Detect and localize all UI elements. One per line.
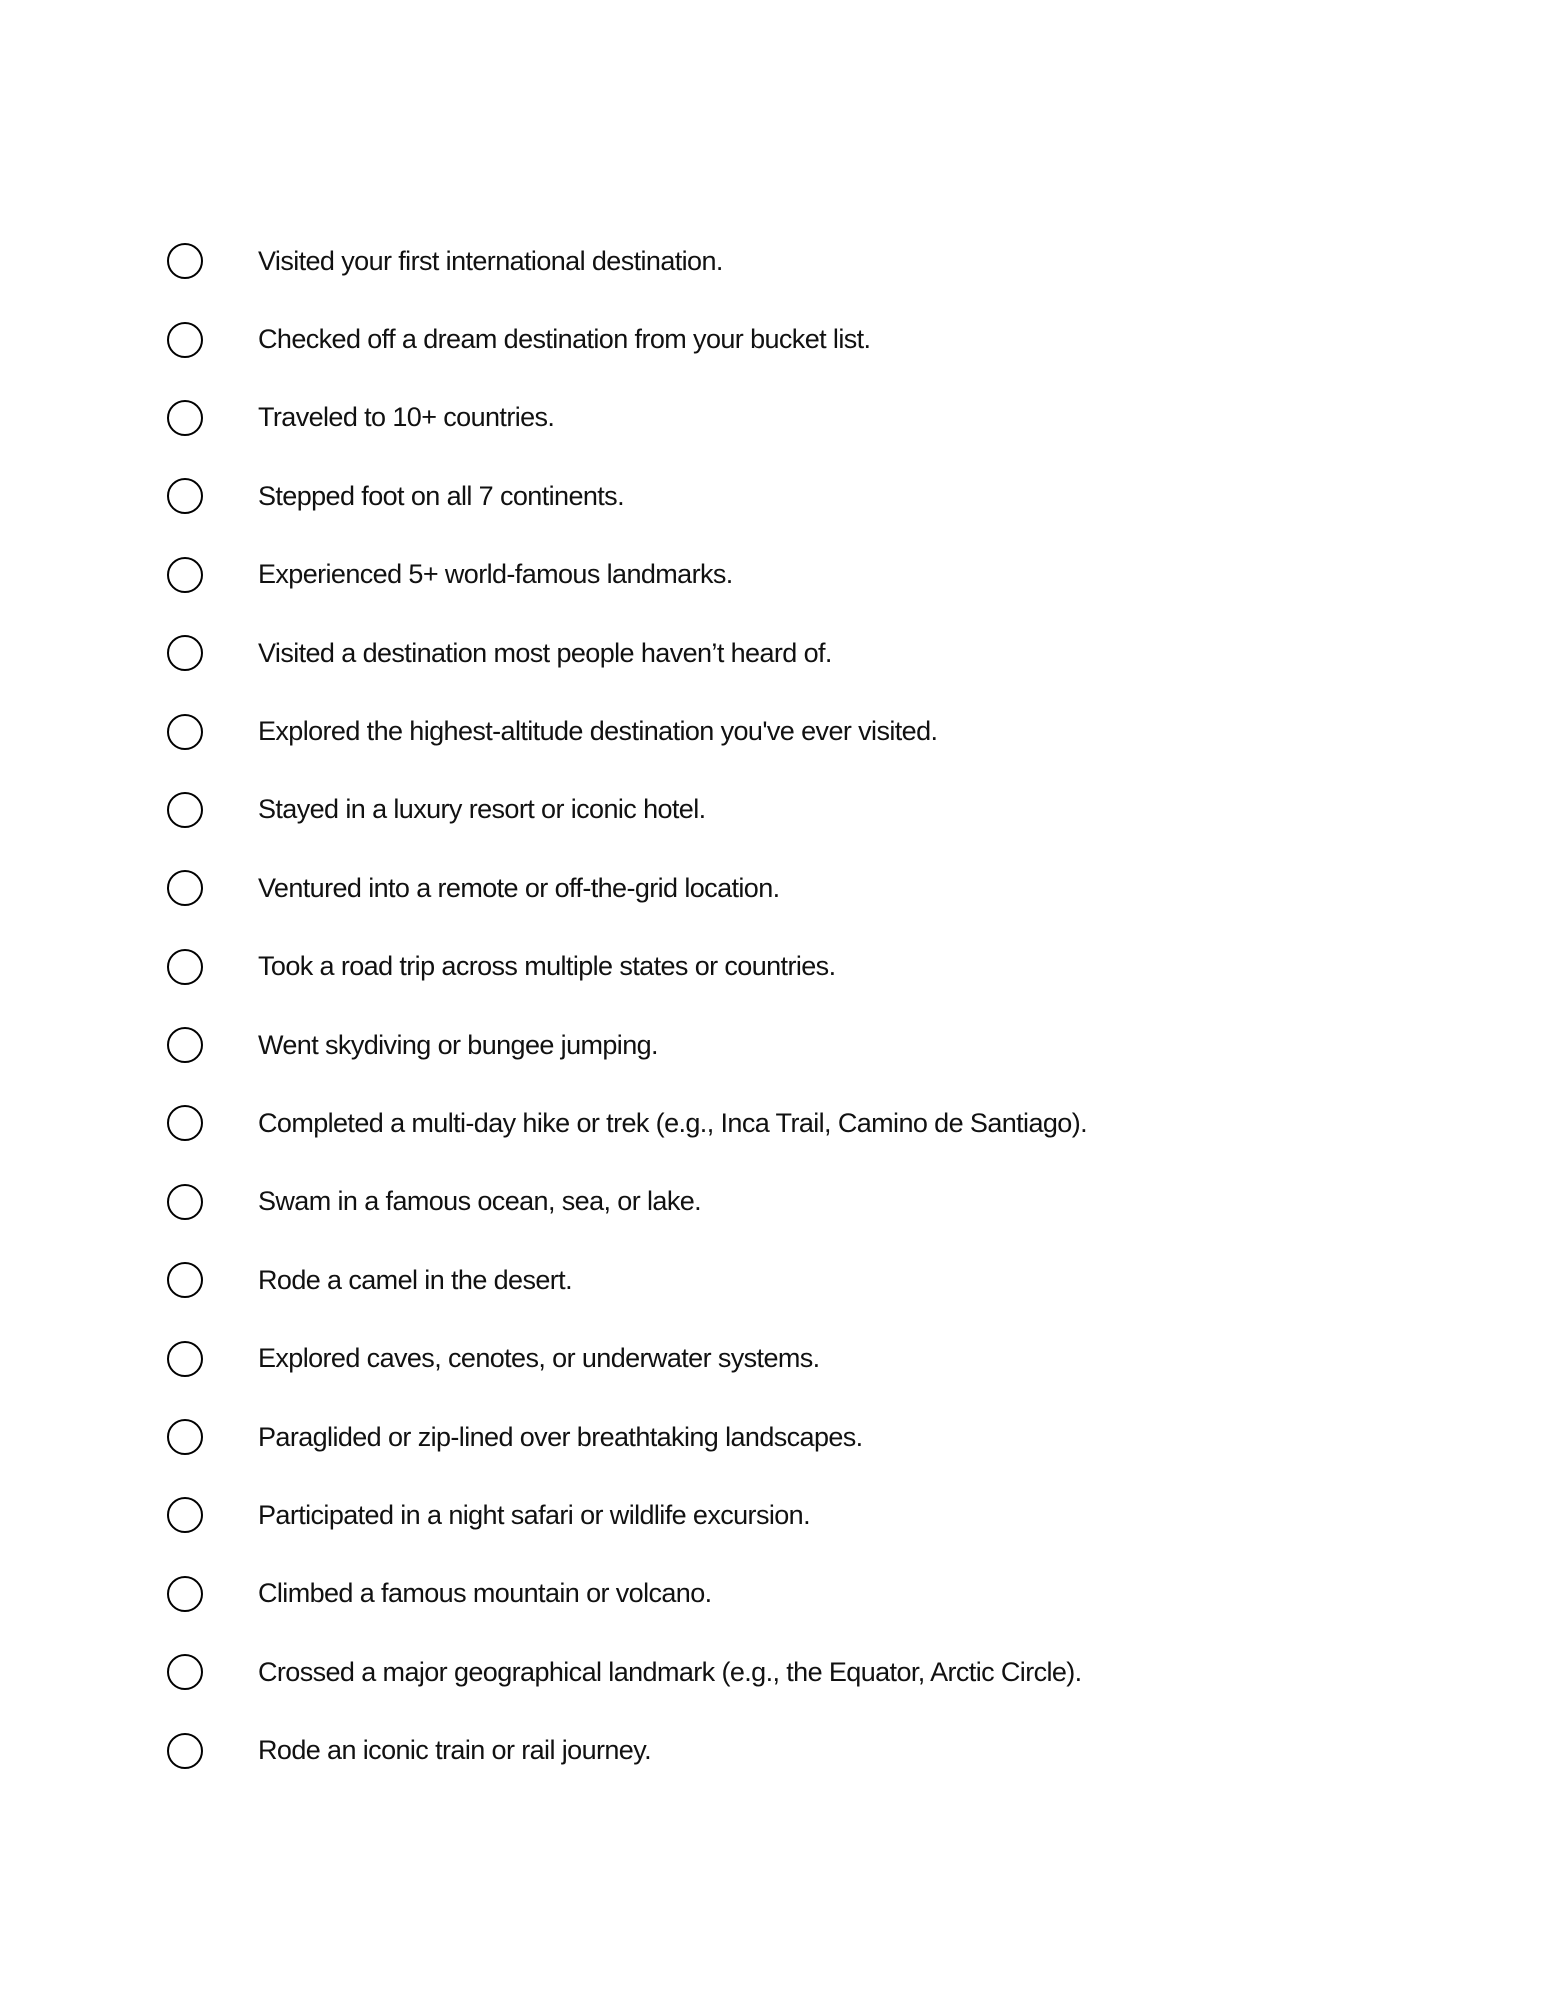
item-label: Stayed in a luxury resort or iconic hotel. [258,794,706,825]
item-label: Rode a camel in the desert. [258,1264,572,1295]
list-item [167,379,1407,457]
item-label: Ventured into a remote or off-the-grid location. [258,872,780,903]
checkbox-circle-icon[interactable] [167,714,203,750]
checkbox-circle-icon[interactable] [167,1419,203,1455]
item-label: Took a road trip across multiple states or countries. [258,951,836,982]
list-item [167,300,1407,378]
list-item [167,1711,1407,1789]
list-item [167,1084,1407,1162]
item-label: Crossed a major geographical landmark (e.g., the Equator, Arctic Circle). [258,1656,1082,1687]
list-item [167,1241,1407,1319]
item-label: Visited a destination most people haven’t heard of. [258,637,832,668]
checkbox-circle-icon[interactable] [167,400,203,436]
list-item [167,614,1407,692]
checkbox-circle-icon[interactable] [167,1341,203,1377]
list-item [167,222,1407,300]
list-item [167,928,1407,1006]
travel-checklist [167,222,1407,1790]
list-item [167,849,1407,927]
checkbox-circle-icon[interactable] [167,1105,203,1141]
checkbox-circle-icon[interactable] [167,1262,203,1298]
list-item [167,692,1407,770]
checkbox-circle-icon[interactable] [167,1027,203,1063]
checkbox-circle-icon[interactable] [167,1497,203,1533]
list-item [167,1398,1407,1476]
list-item [167,1163,1407,1241]
checkbox-circle-icon[interactable] [167,635,203,671]
checkbox-circle-icon[interactable] [167,949,203,985]
checkbox-circle-icon[interactable] [167,243,203,279]
list-item [167,1476,1407,1554]
checkbox-circle-icon[interactable] [167,792,203,828]
list-item [167,457,1407,535]
item-label: Went skydiving or bungee jumping. [258,1029,658,1060]
item-label: Traveled to 10+ countries. [258,402,555,433]
checkbox-circle-icon[interactable] [167,1733,203,1769]
item-label: Climbed a famous mountain or volcano. [258,1578,712,1609]
item-label: Explored the highest-altitude destination you've ever visited. [258,716,938,747]
item-label: Swam in a famous ocean, sea, or lake. [258,1186,702,1217]
checkbox-circle-icon[interactable] [167,870,203,906]
checkbox-circle-icon[interactable] [167,1654,203,1690]
checkbox-circle-icon[interactable] [167,1184,203,1220]
checkbox-circle-icon[interactable] [167,1576,203,1612]
checkbox-circle-icon[interactable] [167,478,203,514]
list-item [167,1006,1407,1084]
item-label: Paraglided or zip-lined over breathtaking landscapes. [258,1421,863,1452]
checkbox-circle-icon[interactable] [167,557,203,593]
list-item [167,1555,1407,1633]
item-label: Stepped foot on all 7 continents. [258,480,624,511]
item-label: Checked off a dream destination from your bucket list. [258,324,871,355]
list-item [167,771,1407,849]
item-label: Rode an iconic train or rail journey. [258,1735,652,1766]
item-label: Visited your first international destination. [258,245,723,276]
checkbox-circle-icon[interactable] [167,322,203,358]
list-item [167,1319,1407,1397]
list-item [167,536,1407,614]
list-item [167,1633,1407,1711]
item-label: Participated in a night safari or wildlife excursion. [258,1499,810,1530]
item-label: Experienced 5+ world-famous landmarks. [258,559,733,590]
item-label: Explored caves, cenotes, or underwater systems. [258,1343,820,1374]
item-label: Completed a multi-day hike or trek (e.g., Inca Trail, Camino de Santiago). [258,1107,1088,1138]
